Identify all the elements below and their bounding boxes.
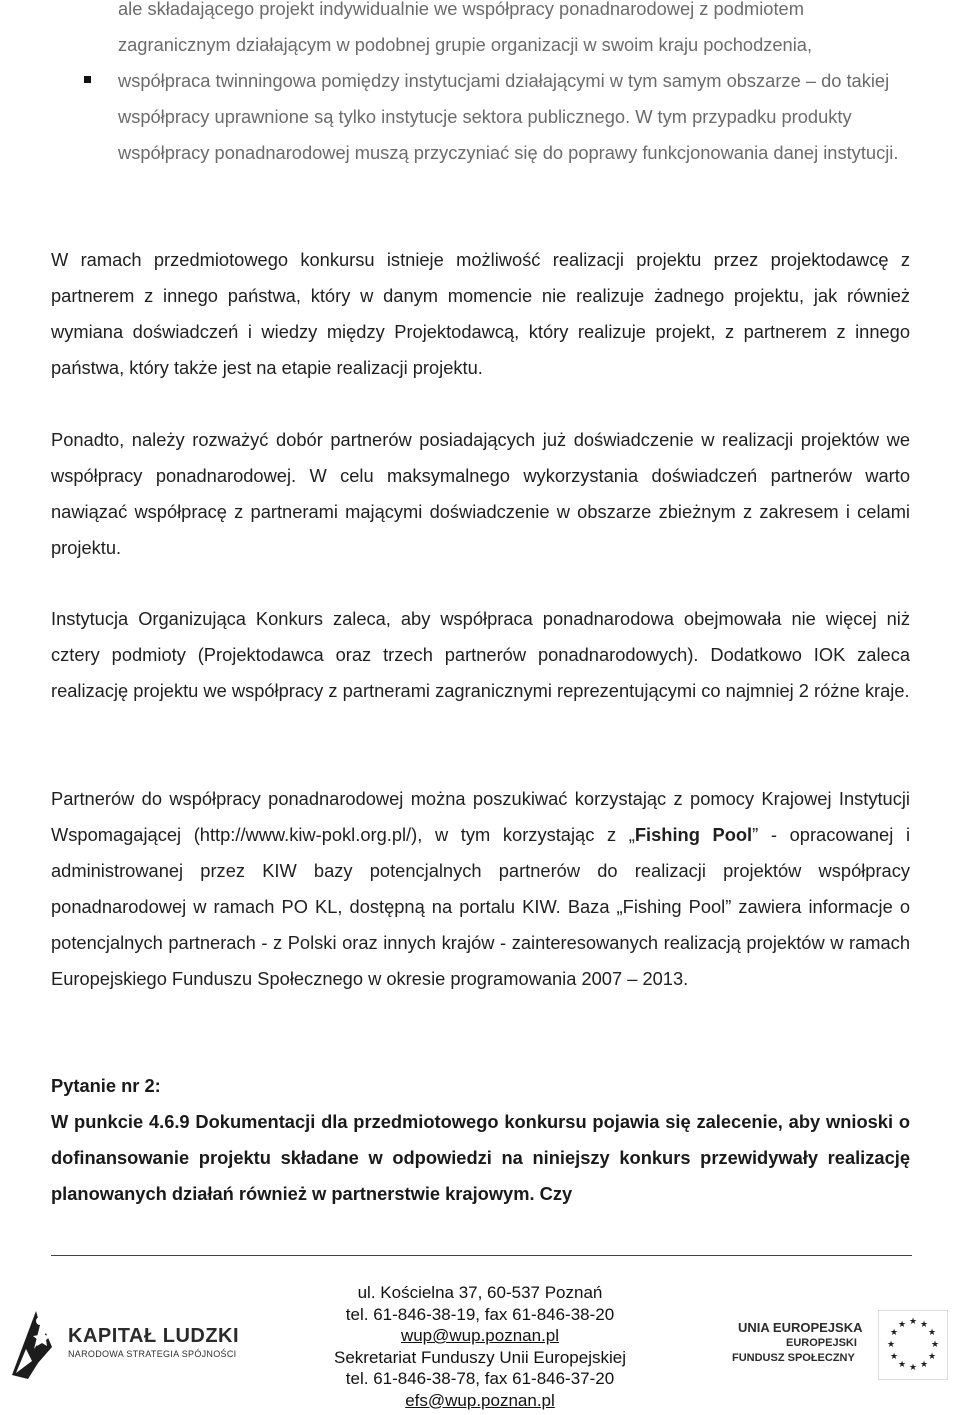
bullet-continuation-line: ale składającego projekt indywidualnie we współpracy ponadnarodowej z podmiotem	[118, 0, 804, 19]
svg-text:★: ★	[927, 1327, 937, 1337]
logo-title: KAPITAŁ LUDZKI	[68, 1325, 240, 1347]
kapital-ludzki-logo	[6, 1303, 246, 1385]
square-bullet-icon	[84, 76, 91, 83]
bullet-continuation-line: zagranicznym działającym w podobnej grupie organizacji w swoim kraju pochodzenia,	[118, 34, 813, 55]
footer-email-link[interactable]: wup@wup.poznan.pl	[400, 1326, 560, 1345]
svg-text:★: ★	[908, 1362, 918, 1372]
paragraph: W ramach przedmiotowego konkursu istnieje możliwość realizacji projektu przez projektodawcę z partnerem z innego państwa, który w danym momencie nie realizuje żadnego projektu, jak również wymiana doświadczeń i wiedzy między Projektodawcą, który realizuje projekt, z partnerem z innego państwa, który także jest na etapie realizacji projektu.	[51, 249, 910, 378]
svg-text:★: ★	[889, 1351, 899, 1361]
svg-text:★: ★	[930, 1339, 940, 1349]
svg-text:★: ★	[919, 1359, 929, 1369]
logo-line: EUROPEJSKI	[786, 1337, 857, 1349]
paragraph: Ponadto, należy rozważyć dobór partnerów posiadających już doświadczenie w realizacji projektów we współpracy ponadnarodowej. W celu maksymalnego wykorzystania doświadczeń partnerów warto nawiązać współpracę z partnerami mającymi doświadczenie w obszarze zbieżnym z zakresem i celami projektu.	[51, 429, 910, 558]
bullet-item-text: współpraca twinningowa pomiędzy instytucjami działającymi w tym samym obszarze – do takiej współpracy uprawnione są tylko instytucje sektora publicznego. W tym przypadku produkty współpracy ponadnarodowej muszą przyczyniać się do poprawy funkcjonowania danej instytucji.	[118, 70, 899, 163]
footer-department: Sekretariat Funduszy Unii Europejskiej	[334, 1347, 626, 1367]
eu-social-fund-logo	[728, 1306, 956, 1386]
footer-address: ul. Kościelna 37, 60-537 Poznań	[357, 1283, 603, 1302]
logo-line: FUNDUSZ SPOŁECZNY	[732, 1352, 855, 1364]
footer-divider	[51, 1255, 912, 1256]
question-heading: Pytanie nr 2:	[51, 1075, 161, 1096]
paragraph-text: Partnerów do współpracy ponadnarodowej można poszukiwać korzystając z pomocy Krajowej Instytucji Wspomagającej (http://www.kiw-pokl.org.pl/), w tym korzystając z „	[51, 788, 910, 845]
footer-email-link[interactable]: efs@wup.poznan.pl	[405, 1390, 555, 1410]
question-text: W punkcie 4.6.9 Dokumentacji dla przedmiotowego konkursu pojawia się zalecenie, aby wnioski o dofinansowanie projektu składane w odpowiedzi na niniejszy konkurs przewidywały realizację planowanych działań również w partnerstwie krajowym. Czy	[51, 1111, 910, 1204]
svg-text:★: ★	[897, 1319, 907, 1329]
svg-text:★: ★	[908, 1316, 918, 1326]
footer-phone: tel. 61-846-38-19, fax 61-846-38-20	[345, 1304, 615, 1324]
bullet-item	[80, 63, 910, 171]
fishing-pool-name: Fishing Pool	[634, 824, 753, 845]
logo-line: UNIA EUROPEJSKA	[738, 1320, 863, 1335]
kapital-ludzki-emblem-icon	[6, 1303, 62, 1383]
footer-phone: tel. 61-846-38-78, fax 61-846-37-20	[345, 1369, 615, 1388]
svg-text:★: ★	[927, 1351, 937, 1361]
bullet-continuation	[118, 0, 910, 63]
paragraph	[51, 781, 910, 997]
svg-text:★: ★	[889, 1327, 899, 1337]
eu-flag-icon	[878, 1310, 948, 1380]
paragraph: Instytucja Organizująca Konkurs zaleca, aby współpraca ponadnarodowa obejmowała nie więcej niż cztery podmioty (Projektodawca oraz trzech partnerów ponadnarodowych). Dodatkowo IOK zaleca realizację projektu we współpracy z partnerami zagranicznymi reprezentującymi co najmniej 2 różne kraje.	[51, 608, 910, 701]
svg-text:★: ★	[886, 1339, 896, 1349]
footer-contact	[300, 1282, 660, 1411]
svg-text:★: ★	[897, 1359, 907, 1369]
logo-subtitle: NARODOWA STRATEGIA SPÓJNOŚCI	[68, 1349, 237, 1359]
svg-text:★: ★	[919, 1319, 929, 1329]
paragraph-text: ” - opracowanej i administrowanej przez KIW bazy potencjalnych partnerów do realizacji projektów współpracy ponadnarodowej w ramach PO KL, dostępną na portalu KIW. Baza „Fishing Pool” zawiera informacje o potencjalnych partnerach - z Polski oraz innych krajów - zainteresowanych realizacją projektów w ramach Europejskiego Funduszu Społecznego w okresie programowania 2007 – 2013.	[51, 824, 911, 989]
